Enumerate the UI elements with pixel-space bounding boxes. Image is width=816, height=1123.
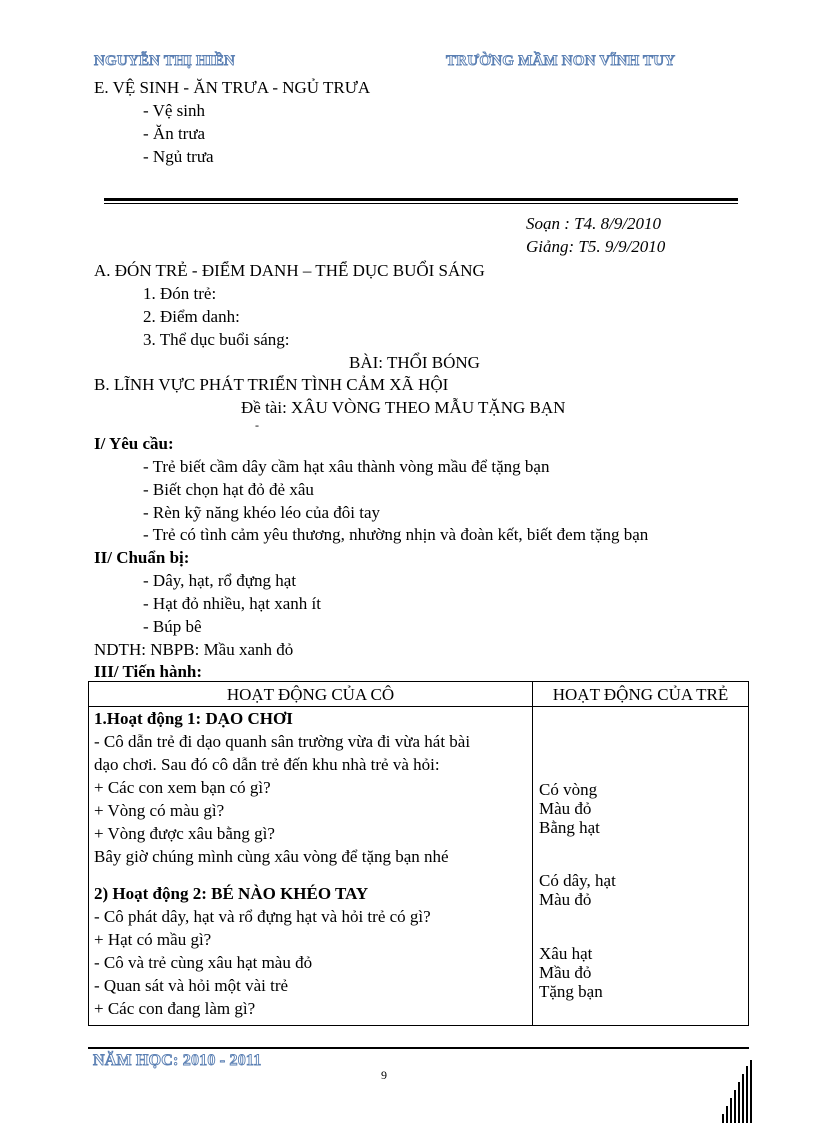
activity-line: + Vòng có màu gì? bbox=[94, 801, 225, 820]
child-response: Tặng bạn bbox=[539, 982, 603, 1001]
table-header-row bbox=[89, 682, 749, 707]
requirement-item: - Biết chọn hạt đỏ đẻ xâu bbox=[143, 480, 314, 499]
activity-line: + Các con đang làm gì? bbox=[94, 999, 256, 1018]
activity-2-title: 2) Hoạt động 2: BÉ NÀO KHÉO TAY bbox=[94, 884, 369, 903]
separator-rule-thin bbox=[104, 203, 738, 204]
activity-line: - Cô phát dây, hạt và rổ đựng hạt và hỏi trẻ có gì? bbox=[94, 907, 431, 926]
footer-rule bbox=[88, 1047, 749, 1049]
section-e-item: - Vệ sinh bbox=[143, 101, 206, 120]
section-a-item: 2. Điểm danh: bbox=[143, 307, 240, 326]
separator-rule-thick bbox=[104, 198, 738, 201]
section-a-item: 3. Thể dục buổi sáng: bbox=[143, 330, 290, 349]
table-row bbox=[89, 707, 749, 1026]
date-giang: Giảng: T5. 9/9/2010 bbox=[526, 237, 666, 256]
author-name: NGUYỄN THỊ HIỀN bbox=[94, 53, 236, 69]
section-e-item: - Ăn trưa bbox=[143, 124, 206, 143]
child-activities-cell bbox=[533, 707, 749, 1026]
activity-line: + Vòng được xâu bằng gì? bbox=[94, 824, 275, 843]
teacher-column-header: HOẠT ĐỘNG CỦA CÔ bbox=[89, 682, 533, 707]
section-e-title: E. VỆ SINH - ĂN TRƯA - NGỦ TRƯA bbox=[94, 78, 371, 97]
page-corner-decoration bbox=[700, 1060, 816, 1123]
lesson-title: BÀI: THỔI BÓNG bbox=[349, 353, 480, 372]
child-response-group bbox=[539, 780, 600, 837]
child-column-header: HOẠT ĐỘNG CỦA TRẺ bbox=[533, 682, 749, 707]
teacher-activities-cell bbox=[89, 707, 533, 1026]
requirement-item: - Trẻ biết cầm dây cầm hạt xâu thành vòng mầu để tặng bạn bbox=[143, 457, 550, 476]
section-b-title: B. LĨNH VỰC PHÁT TRIỂN TÌNH CẢM XÃ HỘI bbox=[94, 375, 449, 394]
section-e-item: - Ngủ trưa bbox=[143, 147, 214, 166]
child-response: Bằng hạt bbox=[539, 818, 600, 837]
topic-title: Đề tài: XÂU VÒNG THEO MẪU TẶNG BẠN bbox=[241, 398, 566, 417]
child-response: Xâu hạt bbox=[539, 944, 593, 963]
child-response: Màu đỏ bbox=[539, 890, 592, 909]
integrated-content: NDTH: NBPB: Mầu xanh đỏ bbox=[94, 640, 294, 659]
activity-line: - Quan sát và hỏi một vài trẻ bbox=[94, 976, 289, 995]
activity-line: + Hạt có mầu gì? bbox=[94, 930, 212, 949]
date-soan: Soạn : T4. 8/9/2010 bbox=[526, 214, 662, 233]
child-response: Có vòng bbox=[539, 780, 598, 799]
preparation-item: - Búp bê bbox=[143, 617, 202, 636]
procedure-heading: III/ Tiến hành: bbox=[94, 662, 203, 681]
activity-line: Bây giờ chúng mình cùng xâu vòng để tặng bạn nhé bbox=[94, 847, 449, 866]
section-a-item: 1. Đón trẻ: bbox=[143, 284, 217, 303]
school-year: NĂM HỌC: 2010 - 2011 bbox=[93, 1052, 262, 1069]
spacer bbox=[94, 868, 527, 882]
requirement-item: - Rèn kỹ năng khéo léo của đôi tay bbox=[143, 503, 380, 522]
section-a-title: A. ĐÓN TRẺ - ĐIỂM DANH – THỂ DỤC BUỔI SÁNG bbox=[94, 261, 485, 280]
child-response: Mầu đỏ bbox=[539, 963, 592, 982]
child-response: Có dây, hạt bbox=[539, 871, 616, 890]
requirements-heading: I/ Yêu cầu: bbox=[94, 434, 174, 453]
stray-dash: - bbox=[255, 418, 259, 432]
child-response: Màu đỏ bbox=[539, 799, 592, 818]
child-response-group bbox=[539, 944, 603, 1001]
activities-table bbox=[88, 681, 749, 1026]
activity-line: - Cô và trẻ cùng xâu hạt màu đỏ bbox=[94, 953, 313, 972]
school-name: TRƯỜNG MẦM NON VĨNH TUY bbox=[446, 53, 676, 69]
activity-1-title: 1.Hoạt động 1: DẠO CHƠI bbox=[94, 709, 293, 728]
preparation-item: - Dây, hạt, rổ đựng hạt bbox=[143, 571, 297, 590]
activity-line: - Cô dẫn trẻ đi dạo quanh sân trường vừa đi vừa hát bài bbox=[94, 732, 471, 751]
child-response-group bbox=[539, 871, 616, 909]
preparation-heading: II/ Chuẩn bị: bbox=[94, 548, 190, 567]
activity-line: + Các con xem bạn có gì? bbox=[94, 778, 271, 797]
activity-line: dạo chơi. Sau đó cô dẫn trẻ đến khu nhà trẻ và hỏi: bbox=[94, 755, 440, 774]
requirement-item: - Trẻ có tình cảm yêu thương, nhường nhịn và đoàn kết, biết đem tặng bạn bbox=[143, 525, 649, 544]
page-number: 9 bbox=[381, 1068, 387, 1082]
preparation-item: - Hạt đỏ nhiều, hạt xanh ít bbox=[143, 594, 321, 613]
